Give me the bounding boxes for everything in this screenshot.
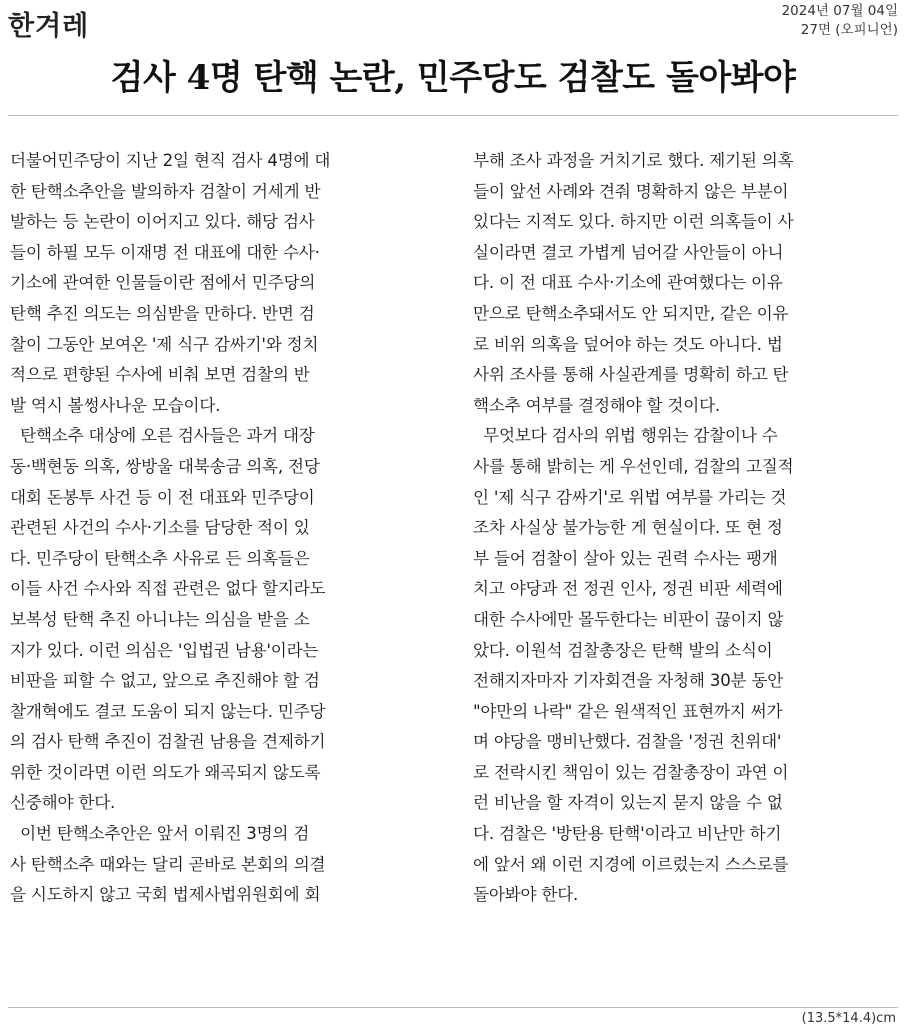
article-text-line: 았다. 이원석 검찰총장은 탄핵 발의 소식이 (473, 640, 773, 660)
article-text-line: 부 들어 검찰이 살아 있는 권력 수사는 팽개 (473, 548, 778, 568)
article-text-line: 인 '제 식구 감싸기'로 위법 여부를 가리는 것 (473, 487, 787, 507)
newspaper-logo: 한겨레 (8, 11, 90, 42)
article-headline: 검사 4명 탄핵 논란, 민주당도 검찰도 돌아봐야 (110, 58, 796, 98)
article-text-line: 비판을 피할 수 없고, 앞으로 추진해야 할 검 (10, 671, 320, 691)
article-text-line: 동·백현동 의혹, 쌍방울 대북송금 의혹, 전당 (10, 456, 320, 476)
article-text-line: 의 검사 탄핵 추진이 검찰권 남용을 견제하기 (10, 732, 326, 752)
article-text-line: 무엇보다 검사의 위법 행위는 감찰이나 수 (473, 426, 778, 446)
article-text-line: 대회 돈봉투 사건 등 이 전 대표와 민주당이 (10, 487, 315, 507)
article-text-line: 한 탄핵소추안을 발의하자 검찰이 거세게 반 (10, 181, 321, 201)
article-text-line: 사위 조사를 통해 사실관계를 명확히 하고 탄 (473, 365, 789, 385)
article-text-line: 발하는 등 논란이 이어지고 있다. 해당 검사 (10, 212, 315, 232)
article-text-line: 조차 사실상 불가능한 게 현실이다. 또 현 정 (473, 518, 783, 538)
article-text-line: 있다는 지적도 있다. 하지만 이런 의혹들이 사 (473, 212, 794, 232)
article-text-line: 사를 통해 밝히는 게 우선인데, 검찰의 고질적 (473, 456, 794, 476)
headline-divider (8, 115, 898, 116)
article-text-line: 들이 하필 모두 이재명 전 대표에 대한 수사· (10, 242, 320, 262)
article-text-line: 더불어민주당이 지난 2일 현직 검사 4명에 대 (10, 151, 331, 170)
article-text-line: 핵소추 여부를 결정해야 할 것이다. (473, 395, 720, 415)
article-text-line: "야만의 나락" 같은 원색적인 표현까지 써가 (473, 701, 783, 721)
article-text-line: 신중해야 한다. (10, 793, 116, 813)
article-size-label: (13.5*14.4)cm (801, 1011, 896, 1026)
footer-divider (8, 1007, 898, 1008)
article-text-line: 대한 수사에만 몰두한다는 비판이 끊이지 않 (473, 609, 784, 629)
page-section: 27면 (오피니언) (800, 22, 898, 38)
article-text-line: 돌아봐야 한다. (473, 885, 579, 905)
article-text-line: 로 전락시킨 책임이 있는 검찰총장이 과연 이 (473, 762, 789, 782)
publication-meta (782, 2, 898, 40)
article-text-line: 찰개혁에도 결코 도움이 되지 않는다. 민주당 (10, 701, 326, 721)
article-text-line: 부해 조사 과정을 거치기로 했다. 제기된 의혹 (473, 151, 794, 170)
article-text-line: 만으로 탄핵소추돼서도 안 되지만, 같은 이유 (473, 303, 789, 323)
article-text-line: 탄핵 추진 의도는 의심받을 만하다. 반면 검 (10, 303, 315, 323)
article-column-right (473, 146, 898, 911)
article-text-line: 전해지자마자 기자회견을 자청해 30분 동안 (473, 671, 784, 691)
article-text-line: 관련된 사건의 수사·기소를 담당한 적이 있 (10, 518, 310, 538)
article-text-line: 발 역시 볼썽사나운 모습이다. (10, 395, 221, 415)
article-text-line: 로 비위 의혹을 덮어야 하는 것도 아니다. 법 (473, 334, 783, 354)
article-text-line: 실이라면 결코 가볍게 넘어갈 사안들이 아니 (473, 242, 784, 262)
article-text-line: 다. 이 전 대표 수사·기소에 관여했다는 이유 (473, 273, 783, 293)
article-text-line: 사 탄핵소추 때와는 달리 곧바로 본회의 의결 (10, 854, 326, 874)
article-text-line: 이번 탄핵소추안은 앞서 이뤄진 3명의 검 (10, 824, 310, 844)
article-text-line: 탄핵소추 대상에 오른 검사들은 과거 대장 (10, 426, 315, 446)
article-text-line: 찰이 그동안 보여온 '제 식구 감싸기'와 정치 (10, 334, 319, 354)
article-text-line: 들이 앞선 사례와 견줘 명확하지 않은 부분이 (473, 181, 789, 201)
article-text-line: 지가 있다. 이런 의심은 '입법권 남용'이라는 (10, 640, 319, 660)
article-text-line: 이들 사건 수사와 직접 관련은 없다 할지라도 (10, 579, 326, 599)
article-text-line: 다. 민주당이 탄핵소추 사유로 든 의혹들은 (10, 548, 310, 568)
publication-date: 2024년 07월 04일 (781, 3, 898, 19)
article-text-line: 을 시도하지 않고 국회 법제사법위원회에 회 (10, 885, 321, 905)
article-text-line: 적으로 편향된 수사에 비춰 보면 검찰의 반 (10, 365, 310, 385)
article-text-line: 위한 것이라면 이런 의도가 왜곡되지 않도록 (10, 762, 321, 782)
article-column-left (10, 146, 442, 911)
article-text-line: 보복성 탄핵 추진 아니냐는 의심을 받을 소 (10, 609, 310, 629)
article-text-line: 치고 야당과 전 정권 인사, 정권 비판 세력에 (473, 579, 783, 599)
article-text-line: 에 앞서 왜 이런 지경에 이르렀는지 스스로를 (473, 854, 789, 874)
article-text-line: 다. 검찰은 '방탄용 탄핵'이라고 비난만 하기 (473, 824, 782, 844)
article-text-line: 런 비난을 할 자격이 있는지 묻지 않을 수 없 (473, 793, 783, 813)
article-text-line: 기소에 관여한 인물들이란 점에서 민주당의 (10, 273, 316, 293)
article-text-line: 며 야당을 맹비난했다. 검찰을 '정권 친위대' (473, 732, 782, 752)
